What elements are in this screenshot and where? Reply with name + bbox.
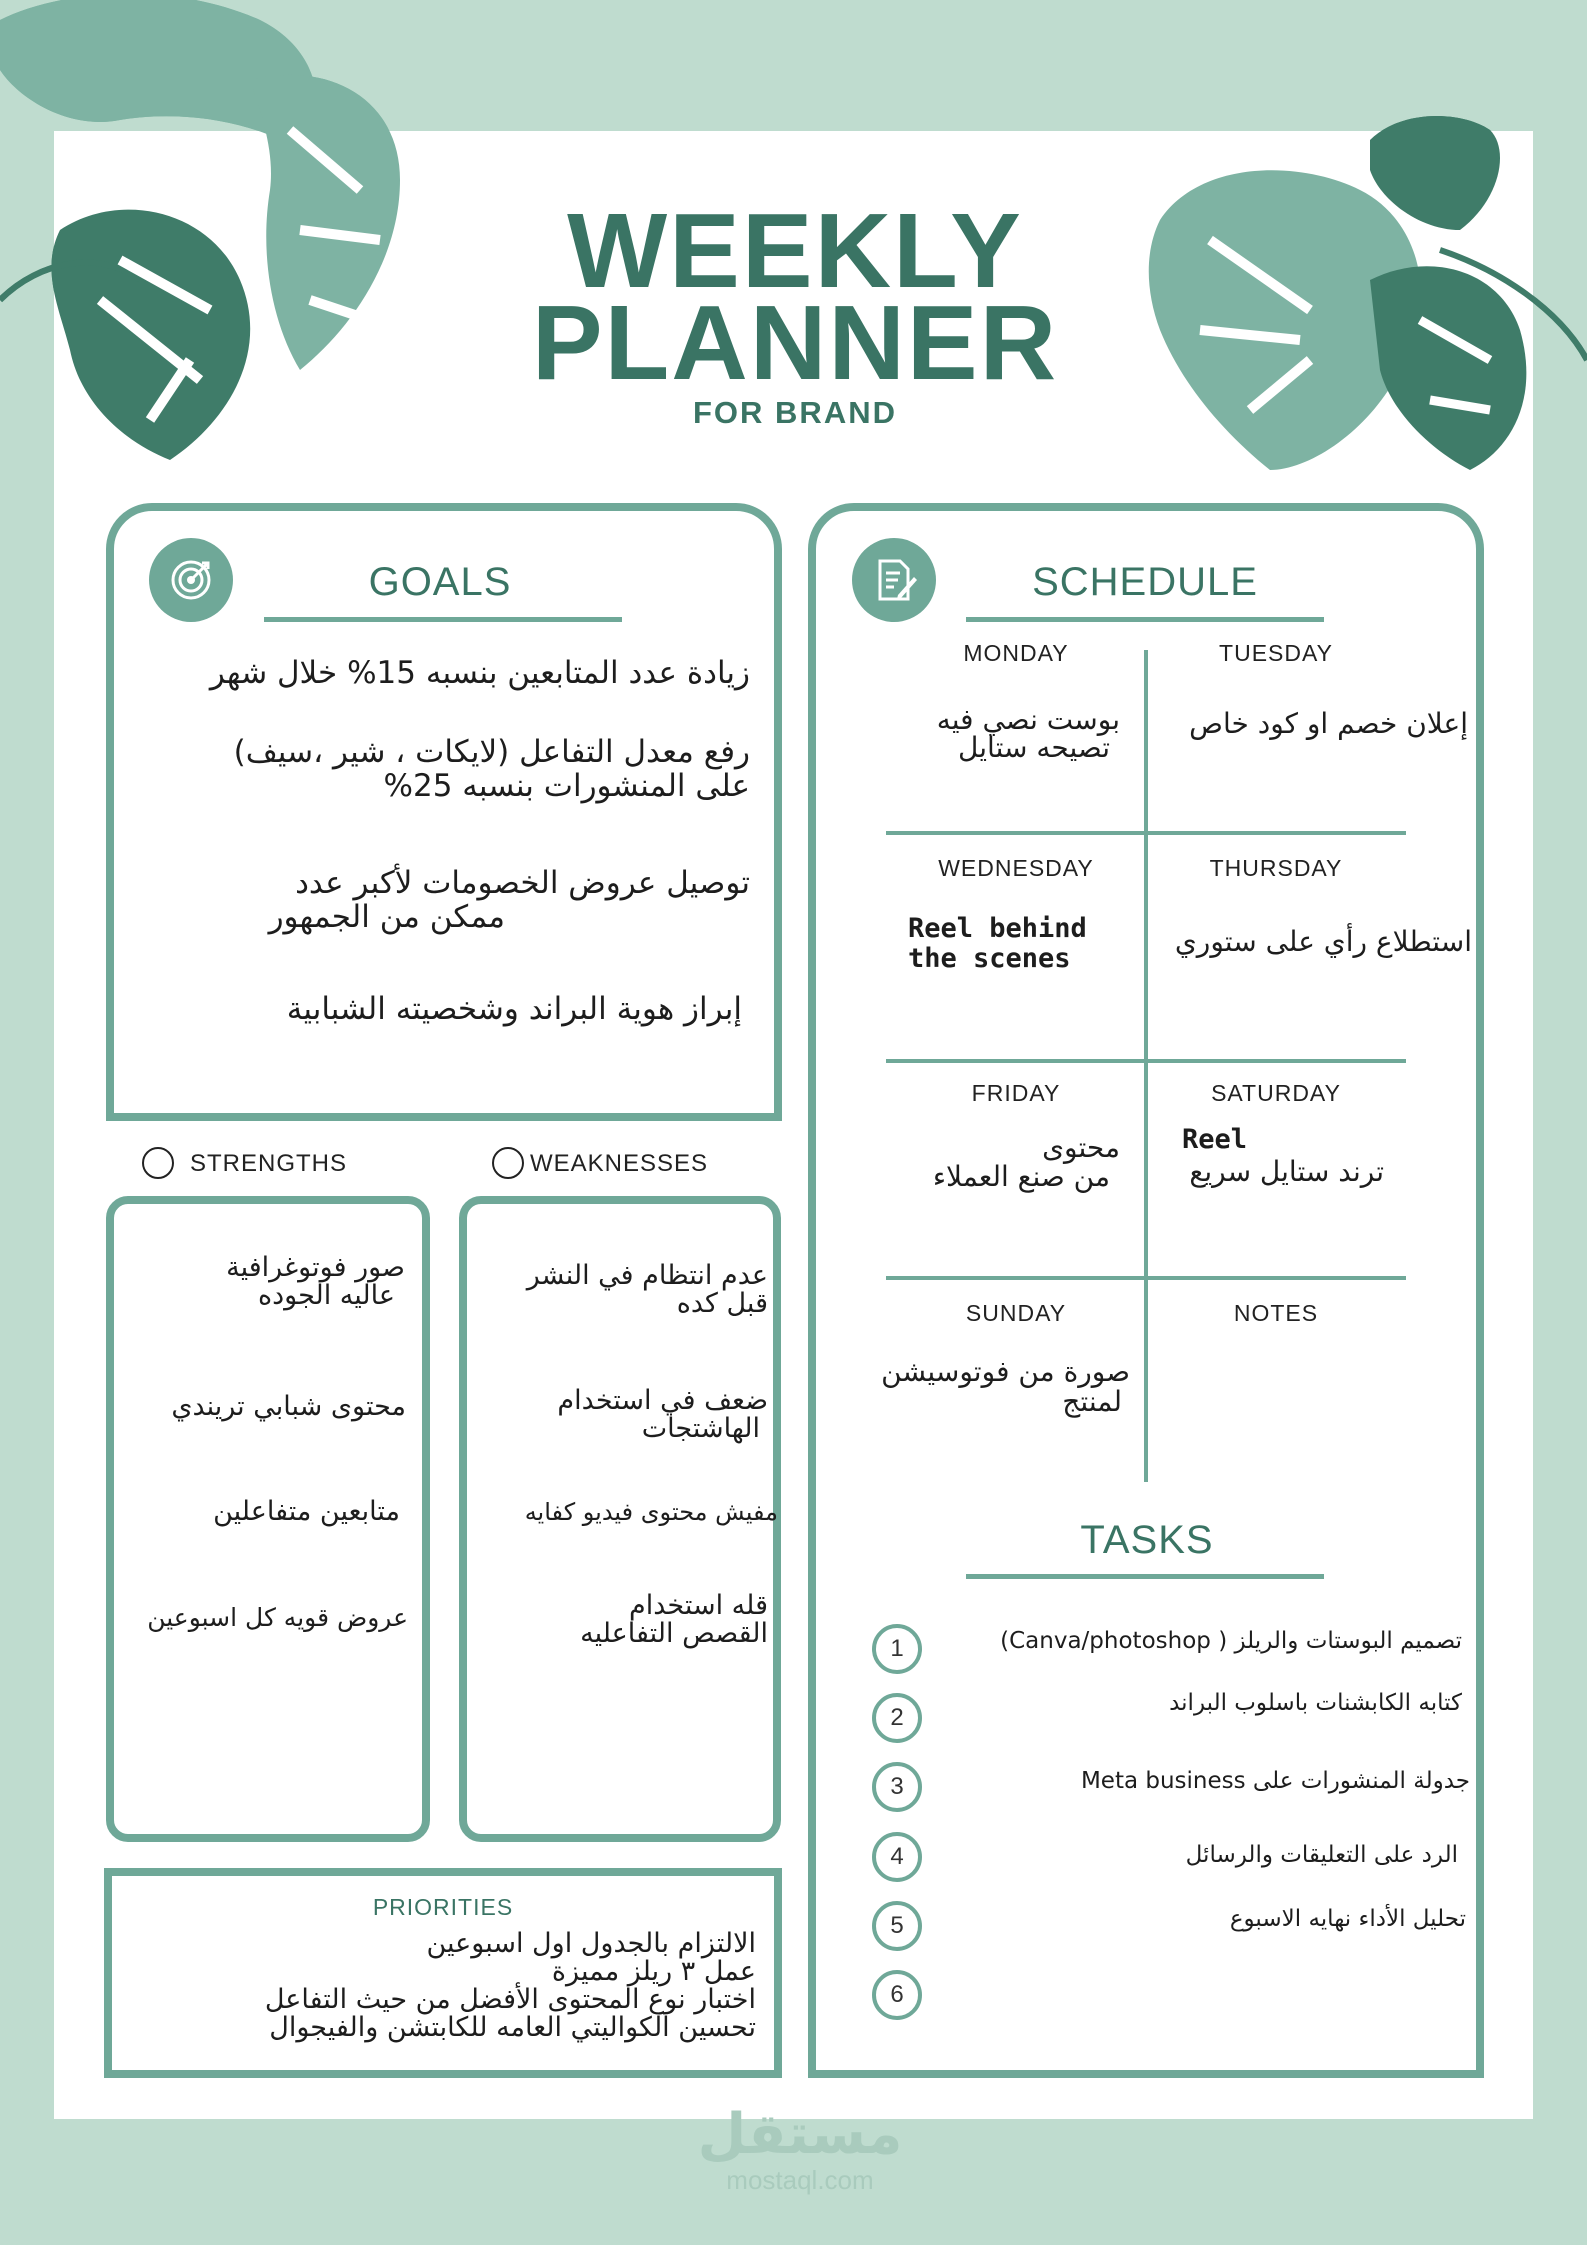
document-edit-icon bbox=[852, 538, 936, 622]
target-icon bbox=[149, 538, 233, 622]
priorities-heading: PRIORITIES bbox=[372, 1894, 514, 1920]
goals-heading: GOALS bbox=[368, 560, 512, 604]
title-planner: PLANNER bbox=[531, 284, 1059, 402]
priority-line: اختبار نوع المحتوى الأفضل من حيث التفاعل bbox=[264, 1984, 756, 2015]
day-content-sunday: لمنتج bbox=[1062, 1385, 1122, 1418]
mostaql-watermark bbox=[690, 2102, 910, 2196]
schedule-divider-vertical bbox=[1144, 650, 1148, 1482]
day-content-saturday: Reel bbox=[1182, 1124, 1248, 1155]
day-content-saturday: ترند ستايل سريع bbox=[1189, 1155, 1384, 1188]
strength-item: عاليه الجوده bbox=[257, 1280, 395, 1311]
weakness-item: قبل كده bbox=[676, 1288, 768, 1319]
task-number-badge: 4 bbox=[872, 1832, 922, 1882]
task-number-badge: 5 bbox=[872, 1901, 922, 1951]
day-content-wednesday: Reel behind bbox=[908, 913, 1087, 944]
strength-item: عروض قويه كل اسبوعين bbox=[147, 1603, 408, 1632]
monstera-leaf-overlay-right-decoration bbox=[1140, 110, 1587, 490]
goal-item: على المنشورات بنسبه 25% bbox=[383, 768, 750, 804]
task-item: جدولة المنشورات على Meta business bbox=[1080, 1768, 1470, 1794]
weakness-item: القصص التفاعليه bbox=[580, 1618, 768, 1649]
priority-line: تحسين الكواليتي العامه للكابتشن والفيجوال bbox=[269, 2012, 756, 2043]
day-content-tuesday: إعلان خصم او كود خاص bbox=[1189, 707, 1468, 740]
watermark-latin: mostaql.com bbox=[726, 2165, 874, 2195]
task-number-badge: 6 bbox=[872, 1970, 922, 2020]
weakness-item: ضعف في استخدام bbox=[557, 1385, 768, 1416]
goal-item: رفع معدل التفاعل (لايكات ، شير ،سيف) bbox=[233, 734, 750, 770]
goal-item: توصيل عروض الخصومات لأكبر عدد bbox=[295, 865, 750, 901]
weaknesses-label: WEAKNESSES bbox=[530, 1150, 709, 1177]
strength-item: محتوى شبابي تريندي bbox=[171, 1391, 406, 1422]
strengths-label: STRENGTHS bbox=[190, 1150, 348, 1177]
day-content-monday: تصيحه ستايل bbox=[958, 731, 1110, 764]
priority-line: عمل ٣ ريلز مميزة bbox=[551, 1956, 756, 1987]
monstera-leaf-overlay-decoration bbox=[0, 0, 420, 470]
tasks-heading-rule bbox=[966, 1574, 1324, 1579]
task-item: تصميم البوستات والريلز ( Canva/photoshop) bbox=[1000, 1628, 1462, 1654]
strengths-radio[interactable] bbox=[142, 1147, 174, 1179]
watermark-arabic: مستقل bbox=[697, 2102, 903, 2167]
day-content-friday: من صنع العملاء bbox=[932, 1160, 1110, 1193]
title-weekly: WEEKLY bbox=[567, 192, 1023, 310]
day-label-tuesday: TUESDAY bbox=[1219, 640, 1333, 666]
weakness-item: مفيش محتوى فيديو كفايه bbox=[524, 1498, 778, 1526]
schedule-divider-row1 bbox=[886, 831, 1406, 835]
strength-item: متابعين متفاعلين bbox=[213, 1496, 400, 1527]
schedule-heading: SCHEDULE bbox=[1032, 560, 1258, 604]
task-number-badge: 2 bbox=[872, 1693, 922, 1743]
day-label-friday: FRIDAY bbox=[971, 1080, 1061, 1106]
day-label-monday: MONDAY bbox=[963, 640, 1069, 666]
goal-item: إبراز هوية البراند وشخصيته الشبابية bbox=[286, 991, 742, 1027]
day-label-sunday: SUNDAY bbox=[965, 1300, 1067, 1326]
day-label-thursday: THURSDAY bbox=[1209, 855, 1343, 881]
task-item: كتابه الكابشنات باسلوب البراند bbox=[1169, 1690, 1462, 1716]
day-label-wednesday: WEDNESDAY bbox=[938, 855, 1094, 881]
day-content-sunday: صورة من فوتوسيشن bbox=[881, 1355, 1130, 1388]
weakness-item: الهاشتجات bbox=[641, 1413, 760, 1444]
goal-item: زيادة عدد المتابعين بنسبه 15% خلال شهر bbox=[209, 655, 750, 691]
weaknesses-radio[interactable] bbox=[492, 1147, 524, 1179]
strength-item: صور فوتوغرافية bbox=[226, 1252, 405, 1283]
day-content-thursday: استطلاع رأي على ستوري bbox=[1174, 925, 1472, 958]
weakness-item: قله استخدام bbox=[629, 1590, 768, 1621]
day-content-monday: بوست نصي فيه bbox=[936, 703, 1120, 736]
task-number-badge: 1 bbox=[872, 1624, 922, 1674]
day-label-notes: NOTES bbox=[1233, 1300, 1319, 1326]
goal-item: ممكن من الجمهور bbox=[268, 899, 505, 935]
planner-title-block bbox=[530, 192, 1060, 431]
goals-heading-rule bbox=[264, 617, 622, 622]
task-item: تحليل الأداء نهايه الاسبوع bbox=[1229, 1906, 1466, 1932]
schedule-heading-rule bbox=[966, 617, 1324, 622]
schedule-divider-row3 bbox=[886, 1276, 1406, 1280]
task-number-badge: 3 bbox=[872, 1762, 922, 1812]
day-content-wednesday: the scenes bbox=[908, 943, 1071, 974]
weakness-item: عدم انتظام في النشر bbox=[526, 1260, 768, 1291]
day-content-friday: محتوى bbox=[1042, 1131, 1120, 1164]
title-subtitle: FOR BRAND bbox=[693, 395, 897, 430]
priority-line: الالتزام بالجدول اول اسبوعين bbox=[426, 1928, 756, 1959]
schedule-divider-row2 bbox=[886, 1059, 1406, 1063]
tasks-heading: TASKS bbox=[1080, 1518, 1214, 1562]
day-label-saturday: SATURDAY bbox=[1211, 1080, 1341, 1106]
task-item: الرد على التعليقات والرسائل bbox=[1185, 1842, 1458, 1868]
